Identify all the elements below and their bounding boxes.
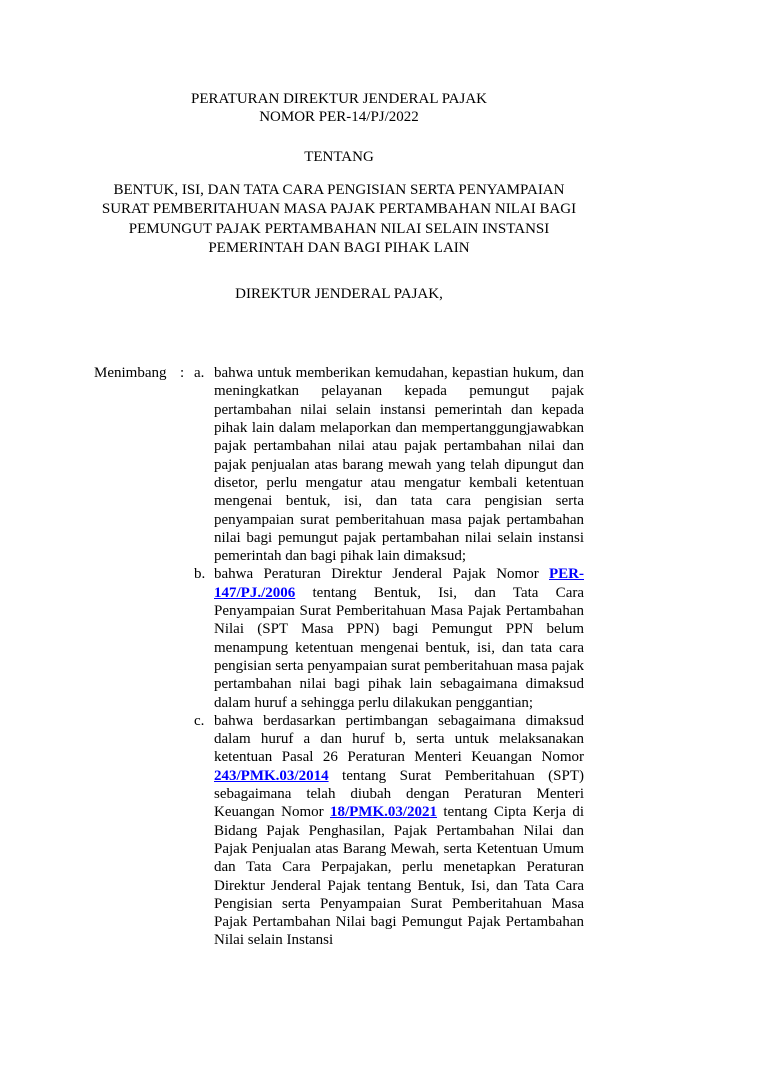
item-marker: c. (194, 712, 205, 729)
link-per-147-pj-2006[interactable]: PER-147/PJ./2006 (214, 566, 584, 601)
text-run: bahwa Peraturan Direktur Jenderal Pajak Nomor (214, 566, 549, 583)
regulation-number: NOMOR PER-14/PJ/2022 (259, 109, 419, 126)
considering-colon: : (180, 365, 185, 382)
text-run: tentang Bentuk, Isi, dan Tata Cara Penyampaian Surat Pemberitahuan Masa Pajak Pertambahan Nilai (SPT Masa PPN) bagi Pemungut PPN belum menampung ketentuan mengenai bentuk, isi, dan tata cara pengisian serta penyampaian surat pemberitahuan masa pajak pertambahan nilai bagi pihak lain sebagaimana dimaksud dalam huruf a sehingga perlu dilakukan penggantian; (214, 584, 584, 711)
considering-item-b (194, 565, 584, 711)
text-run: bahwa untuk memberikan kemudahan, kepastian hukum, dan meningkatkan pelayanan kepada pemungut pajak pertambahan nilai selain instansi pemerintah dan kepada pihak lain dalam melaporkan dan mempertanggungjawabkan pajak pertambahan nilai atau pajak pertambahan nilai dan pajak penjualan atas barang mewah yang telah dipungut dan disetor, perlu mengatur atau mengatur kembali ketentuan mengenai bentuk, isi, dan tata cara pengisian serta penyampaian surat pemberitahuan masa pajak pertambahan nilai bagi pemungut pajak pertambahan nilai selain instansi pemerintah dan bagi pihak lain dimaksud; (214, 365, 584, 565)
item-text (214, 565, 584, 711)
regulation-title: PERATURAN DIREKTUR JENDERAL PAJAK (191, 91, 487, 107)
link-18-pmk-03-2021[interactable]: 18/PMK.03/2021 (329, 804, 438, 821)
text-run: tentang Surat Pemberitahuan (SPT) sebagaimana telah diubah dengan Peraturan Menteri Keuangan Nomor (214, 767, 584, 821)
text-run: bahwa berdasarkan pertimbangan sebagaimana dimaksud dalam huruf a dan huruf b, serta untuk melaksanakan ketentuan Pasal 26 Peraturan Menteri Keuangan Nomor (214, 712, 584, 766)
considering-list (194, 364, 584, 950)
link-243-pmk-03-2014[interactable]: 243/PMK.03/2014 (214, 767, 329, 784)
item-marker: a. (194, 365, 205, 382)
issuer-line: DIREKTUR JENDERAL PAJAK, (235, 285, 443, 302)
regulation-subject: BENTUK, ISI, DAN TATA CARA PENGISIAN SERTA PENYAMPAIAN SURAT PEMBERITAHUAN MASA PAJAK PERTAMBAHAN NILAI BAGI PEMUNGUT PAJAK PERTAMBAHAN NILAI SELAIN INSTANSI PEMERINTAH DAN BAGI PIHAK LAIN (101, 181, 577, 257)
considering-item-a (194, 364, 584, 565)
item-text (214, 364, 584, 565)
considering-item-c (194, 712, 584, 950)
item-text (214, 712, 584, 950)
about-label: TENTANG (304, 148, 374, 165)
text-run: tentang Cipta Kerja di Bidang Pajak Penghasilan, Pajak Pertambahan Nilai dan Pajak Penjualan atas Barang Mewah, serta Ketentuan Umum dan Tata Cara Perpajakan, perlu menetapkan Peraturan Direktur Jenderal Pajak tentang Bentuk, Isi, dan Tata Cara Pengisian serta Penyampaian Surat Pemberitahuan Masa Pajak Pertambahan Nilai bagi Pemungut Pajak Pertambahan Nilai selain Instansi (214, 804, 584, 949)
considering-section (94, 364, 584, 950)
item-marker: b. (194, 566, 206, 583)
considering-label: Menimbang (94, 365, 167, 382)
